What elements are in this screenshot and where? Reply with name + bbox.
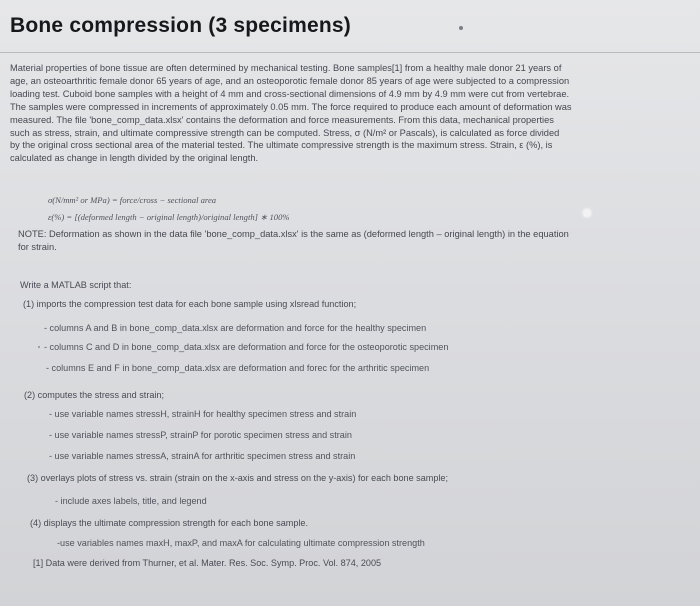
intro-line: measured. The file 'bone_comp_data.xlsx' contains the deformation and force measurements. From this data, mechanical properties [10,114,554,125]
task-item-2: (2) computes the stress and strain; [24,390,165,400]
intro-line: by the original cross sectional area of the material tested. The ultimate compressive strength is the maximum stress. Strain, ε (%), is [10,140,553,151]
title-divider [0,52,700,53]
task-item-3: (3) overlays plots of stress vs. strain (strain on the x-axis and stress on the y-axis) for each bone sample; [27,473,449,483]
glare-spot [583,209,591,217]
task-item-1c: - columns E and F in bone_comp_data.xlsx are deformation and forec for the arthritic specimen [46,363,430,373]
decorative-dot [459,26,463,30]
task-item-2a: - use variable names stressH, strainH for healthy specimen stress and strain [49,409,357,419]
task-item-2b: - use variable names stressP, strainP for porotic specimen stress and strain [49,430,352,440]
intro-line: The samples were compressed in increments of approximately 0.05 mm. The force required to produce each amount of deformation was [10,101,572,112]
intro-line: age, an osteoarthritic female donor 65 years of age, and an osteoporotic female donor 85 years of age were subjected to a compression [10,75,570,86]
page-title: Bone compression (3 specimens) [10,14,351,37]
task-item-2c: - use variable names stressA, strainA for arthritic specimen stress and strain [49,451,356,461]
strain-equation: ε(%) = [(deformed length − original length)/original length] ∗ 100% [48,212,290,222]
intro-line: such as stress, strain, and ultimate compressive strength can be computed. Stress, σ (N/m² or Pascals), is calculated as force divided [10,127,560,138]
intro-line: loading test. Cuboid bone samples with a height of 4 mm and cross-sectional dimensions of 4.9 mm by 4.9 mm were cut from vertebrae. [10,88,570,99]
task-item-1: (1) imports the compression test data for each bone sample using xlsread function; [23,299,357,309]
intro-line: Material properties of bone tissue are often determined by mechanical testing. Bone samples[1] from a healthy male donor 21 years of [10,63,562,73]
stress-equation: σ(N/mm² or MPa) = force/cross − sectional area [48,195,217,205]
note-block [18,228,678,254]
intro-paragraph [10,62,660,165]
task-item-1a: - columns A and B in bone_comp_data.xlsx are deformation and force for the healthy specimen [44,323,427,333]
note-line: NOTE: Deformation as shown in the data file 'bone_comp_data.xlsx' is the same as (deformed length – original length) in the equation [18,229,569,239]
intro-line: calculated as change in length divided by the original length. [10,153,259,164]
task-item-3a: - include axes labels, title, and legend [55,496,207,506]
task-item-1b: - columns C and D in bone_comp_data.xlsx are deformation and force for the osteoporotic specimen [44,342,449,352]
bullet-dot [38,346,40,348]
task-item-4: (4) displays the ultimate compression strength for each bone sample. [30,518,309,528]
task-intro: Write a MATLAB script that: [20,280,132,290]
task-item-4a: -use variables names maxH, maxP, and maxA for calculating ultimate compression strength [57,538,425,548]
note-line: for strain. [18,242,57,252]
reference-line: [1] Data were derived from Thurner, et al. Mater. Res. Soc. Symp. Proc. Vol. 874, 2005 [33,558,382,568]
